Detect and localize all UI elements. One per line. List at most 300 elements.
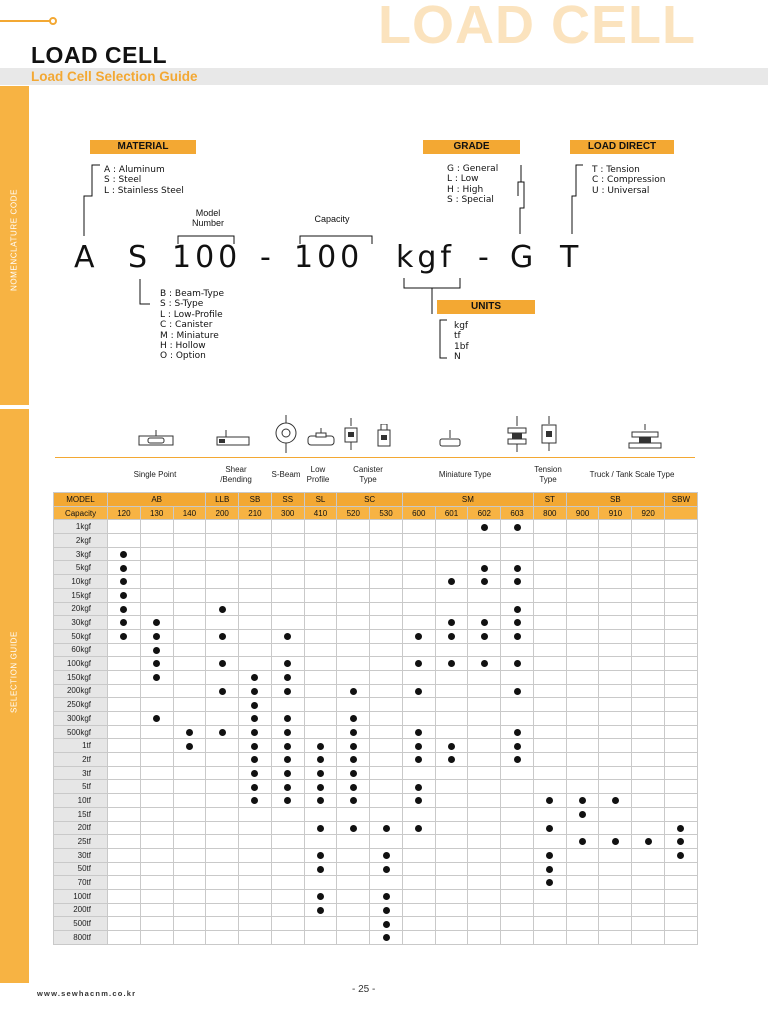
table-row <box>54 903 698 917</box>
availability-cell <box>435 848 468 862</box>
model-number-cell: 600 <box>402 506 435 520</box>
availability-dot <box>317 893 324 900</box>
code-dash-2: - <box>478 240 493 275</box>
model-group-ab: AB <box>108 493 206 507</box>
availability-cell <box>566 684 599 698</box>
availability-cell <box>337 725 370 739</box>
capacity-cell: 500tf <box>54 917 108 931</box>
canister-icon-1 <box>343 418 359 457</box>
code-grade: G <box>510 240 538 275</box>
table-row <box>54 917 698 931</box>
availability-dot <box>251 756 258 763</box>
model-type-option: O : Option <box>160 351 206 362</box>
availability-dot <box>153 647 160 654</box>
type-label-shear-bending: Shear /Bending <box>220 465 252 484</box>
availability-dot <box>546 866 553 873</box>
availability-cell <box>337 753 370 767</box>
availability-dot <box>448 633 455 640</box>
availability-cell <box>632 547 665 561</box>
availability-cell <box>632 534 665 548</box>
availability-cell <box>271 876 304 890</box>
availability-cell <box>501 725 534 739</box>
availability-dot <box>350 825 357 832</box>
availability-cell <box>632 725 665 739</box>
availability-cell <box>501 588 534 602</box>
availability-cell <box>665 725 698 739</box>
availability-cell <box>435 807 468 821</box>
availability-cell <box>533 520 566 534</box>
availability-cell <box>271 629 304 643</box>
table-row <box>54 547 698 561</box>
availability-cell <box>173 670 206 684</box>
availability-dot <box>481 565 488 572</box>
availability-cell <box>665 889 698 903</box>
availability-dot <box>415 688 422 695</box>
availability-cell <box>632 588 665 602</box>
model-number-cell: 300 <box>271 506 304 520</box>
availability-cell <box>435 657 468 671</box>
availability-cell <box>402 780 435 794</box>
availability-cell <box>402 889 435 903</box>
availability-cell <box>468 876 501 890</box>
availability-cell <box>337 917 370 931</box>
code-material: A <box>74 240 99 275</box>
availability-cell <box>665 780 698 794</box>
availability-cell <box>239 698 272 712</box>
availability-cell <box>304 917 337 931</box>
table-row <box>54 643 698 657</box>
availability-cell <box>501 917 534 931</box>
unit-tf: tf <box>454 331 461 342</box>
table-row <box>54 520 698 534</box>
availability-cell <box>140 670 173 684</box>
table-row <box>54 698 698 712</box>
availability-dot <box>251 715 258 722</box>
model-number-cell: 130 <box>140 506 173 520</box>
availability-cell <box>566 616 599 630</box>
availability-cell <box>566 520 599 534</box>
availability-cell <box>435 739 468 753</box>
capacity-cell: 800tf <box>54 931 108 945</box>
availability-cell <box>566 588 599 602</box>
model-group-sl: SL <box>304 493 337 507</box>
availability-cell <box>566 534 599 548</box>
availability-cell <box>402 876 435 890</box>
availability-cell <box>239 835 272 849</box>
availability-cell <box>173 657 206 671</box>
availability-cell <box>632 766 665 780</box>
availability-dot <box>120 633 127 640</box>
availability-dot <box>448 660 455 667</box>
availability-cell <box>665 575 698 589</box>
availability-cell <box>435 698 468 712</box>
availability-dot <box>153 660 160 667</box>
availability-cell <box>632 739 665 753</box>
availability-cell <box>108 520 141 534</box>
availability-dot <box>284 688 291 695</box>
availability-cell <box>304 643 337 657</box>
availability-cell <box>566 889 599 903</box>
availability-cell <box>108 602 141 616</box>
availability-cell <box>206 670 239 684</box>
availability-cell <box>108 684 141 698</box>
availability-cell <box>468 712 501 726</box>
type-label-s-beam: S-Beam <box>271 470 301 479</box>
availability-cell <box>468 917 501 931</box>
availability-cell <box>599 547 632 561</box>
availability-dot <box>546 797 553 804</box>
availability-cell <box>665 835 698 849</box>
material-option-stainless: L : Stainless Steel <box>104 185 184 196</box>
availability-cell <box>337 643 370 657</box>
availability-cell <box>501 794 534 808</box>
availability-cell <box>206 684 239 698</box>
availability-cell <box>665 766 698 780</box>
availability-cell <box>271 712 304 726</box>
availability-dot <box>514 688 521 695</box>
availability-cell <box>501 602 534 616</box>
table-row <box>54 780 698 794</box>
availability-dot <box>415 660 422 667</box>
availability-cell <box>632 616 665 630</box>
availability-dot <box>415 784 422 791</box>
availability-cell <box>304 739 337 753</box>
availability-dot <box>383 852 390 859</box>
availability-cell <box>239 780 272 794</box>
availability-cell <box>632 698 665 712</box>
availability-cell <box>239 616 272 630</box>
availability-cell <box>402 657 435 671</box>
availability-dot <box>251 784 258 791</box>
availability-cell <box>108 670 141 684</box>
availability-cell <box>468 670 501 684</box>
availability-cell <box>173 547 206 561</box>
availability-cell <box>108 780 141 794</box>
availability-dot <box>317 866 324 873</box>
availability-cell <box>599 712 632 726</box>
availability-cell <box>665 534 698 548</box>
availability-cell <box>239 903 272 917</box>
availability-cell <box>239 807 272 821</box>
model-group-sbw: SBW <box>665 493 698 507</box>
availability-dot <box>579 838 586 845</box>
availability-cell <box>599 657 632 671</box>
availability-cell <box>370 534 403 548</box>
availability-cell <box>533 753 566 767</box>
availability-cell <box>271 780 304 794</box>
availability-cell <box>632 917 665 931</box>
availability-cell <box>632 520 665 534</box>
availability-cell <box>402 629 435 643</box>
availability-cell <box>337 657 370 671</box>
availability-cell <box>173 821 206 835</box>
availability-cell <box>337 794 370 808</box>
availability-dot <box>284 743 291 750</box>
availability-cell <box>665 616 698 630</box>
availability-cell <box>533 602 566 616</box>
availability-cell <box>566 807 599 821</box>
availability-cell <box>533 561 566 575</box>
availability-dot <box>284 784 291 791</box>
availability-cell <box>402 794 435 808</box>
availability-cell <box>501 931 534 945</box>
model-group-sc: SC <box>337 493 403 507</box>
availability-cell <box>665 643 698 657</box>
availability-cell <box>140 753 173 767</box>
availability-cell <box>140 821 173 835</box>
model-header-cell: MODEL <box>54 493 108 507</box>
availability-cell <box>337 848 370 862</box>
availability-cell <box>468 520 501 534</box>
model-number-cell: 200 <box>206 506 239 520</box>
availability-cell <box>435 684 468 698</box>
availability-dot <box>120 578 127 585</box>
type-label-tension: Tension Type <box>534 465 562 484</box>
availability-cell <box>599 807 632 821</box>
availability-dot <box>579 797 586 804</box>
availability-cell <box>599 889 632 903</box>
availability-dot <box>350 715 357 722</box>
availability-dot <box>514 756 521 763</box>
availability-cell <box>632 794 665 808</box>
availability-dot <box>579 811 586 818</box>
availability-cell <box>533 862 566 876</box>
availability-cell <box>239 520 272 534</box>
availability-dot <box>415 743 422 750</box>
model-group-row <box>54 493 698 507</box>
availability-cell <box>140 903 173 917</box>
capacity-cell: 500kgf <box>54 725 108 739</box>
availability-cell <box>435 520 468 534</box>
availability-cell <box>206 602 239 616</box>
availability-cell <box>468 643 501 657</box>
availability-dot <box>284 633 291 640</box>
table-row <box>54 889 698 903</box>
material-option-aluminum: A : Aluminum <box>104 165 165 175</box>
table-row <box>54 794 698 808</box>
capacity-cell: 200kgf <box>54 684 108 698</box>
capacity-cell: 70tf <box>54 876 108 890</box>
availability-dot <box>219 633 226 640</box>
availability-cell <box>206 753 239 767</box>
availability-dot <box>186 743 193 750</box>
s-beam-icon <box>271 415 301 460</box>
availability-cell <box>566 835 599 849</box>
code-model-number: 100 <box>172 240 242 275</box>
availability-cell <box>501 862 534 876</box>
availability-cell <box>140 643 173 657</box>
model-number-cell: 910 <box>599 506 632 520</box>
availability-cell <box>239 684 272 698</box>
availability-cell <box>304 684 337 698</box>
availability-cell <box>108 534 141 548</box>
availability-cell <box>599 766 632 780</box>
availability-cell <box>468 780 501 794</box>
availability-dot <box>677 852 684 859</box>
availability-cell <box>108 753 141 767</box>
availability-cell <box>533 848 566 862</box>
truck-scale-icon <box>628 424 662 457</box>
availability-dot <box>284 729 291 736</box>
availability-cell <box>239 753 272 767</box>
availability-cell <box>206 794 239 808</box>
availability-cell <box>599 629 632 643</box>
availability-cell <box>239 794 272 808</box>
availability-dot <box>514 743 521 750</box>
availability-dot <box>383 934 390 941</box>
availability-cell <box>271 684 304 698</box>
availability-cell <box>239 547 272 561</box>
availability-cell <box>402 561 435 575</box>
availability-cell <box>468 807 501 821</box>
table-row <box>54 670 698 684</box>
availability-cell <box>140 616 173 630</box>
availability-cell <box>599 821 632 835</box>
availability-cell <box>501 848 534 862</box>
availability-dot <box>317 797 324 804</box>
availability-cell <box>370 889 403 903</box>
availability-cell <box>304 931 337 945</box>
model-group-sb: SB <box>566 493 664 507</box>
availability-cell <box>140 794 173 808</box>
availability-cell <box>566 602 599 616</box>
availability-cell <box>435 602 468 616</box>
availability-cell <box>533 835 566 849</box>
availability-cell <box>108 657 141 671</box>
availability-dot <box>481 633 488 640</box>
availability-cell <box>435 547 468 561</box>
availability-cell <box>304 588 337 602</box>
availability-dot <box>153 619 160 626</box>
availability-cell <box>239 725 272 739</box>
availability-cell <box>435 903 468 917</box>
availability-cell <box>501 657 534 671</box>
availability-dot <box>383 893 390 900</box>
grade-option-low: L : Low <box>447 174 479 185</box>
unit-lbf: 1bf <box>454 341 469 352</box>
availability-cell <box>402 643 435 657</box>
table-row <box>54 684 698 698</box>
availability-dot <box>514 524 521 531</box>
availability-cell <box>271 534 304 548</box>
availability-cell <box>173 753 206 767</box>
availability-cell <box>108 712 141 726</box>
availability-dot <box>612 838 619 845</box>
availability-cell <box>533 876 566 890</box>
type-label-canister: Canister Type <box>353 465 383 484</box>
capacity-cell: 3tf <box>54 766 108 780</box>
availability-cell <box>566 670 599 684</box>
load-direct-option-tension: T : Tension <box>592 165 640 175</box>
availability-cell <box>337 807 370 821</box>
model-number-cell: 530 <box>370 506 403 520</box>
availability-cell <box>501 835 534 849</box>
availability-cell <box>566 931 599 945</box>
model-group-llb: LLB <box>206 493 239 507</box>
availability-cell <box>337 862 370 876</box>
availability-cell <box>304 602 337 616</box>
availability-cell <box>665 520 698 534</box>
availability-dot <box>317 743 324 750</box>
availability-cell <box>173 780 206 794</box>
availability-cell <box>108 739 141 753</box>
availability-cell <box>435 643 468 657</box>
availability-cell <box>632 835 665 849</box>
table-row <box>54 739 698 753</box>
model-number-cell: 120 <box>108 506 141 520</box>
availability-cell <box>501 561 534 575</box>
availability-cell <box>435 931 468 945</box>
availability-dot <box>514 578 521 585</box>
availability-cell <box>402 616 435 630</box>
availability-cell <box>468 616 501 630</box>
availability-cell <box>140 561 173 575</box>
grade-header: GRADE <box>423 140 520 154</box>
tension-icon-2 <box>540 416 558 457</box>
availability-cell <box>239 848 272 862</box>
availability-cell <box>304 520 337 534</box>
availability-cell <box>402 547 435 561</box>
availability-cell <box>599 835 632 849</box>
availability-cell <box>468 931 501 945</box>
availability-dot <box>120 592 127 599</box>
availability-cell <box>501 670 534 684</box>
availability-cell <box>337 739 370 753</box>
availability-cell <box>337 575 370 589</box>
capacity-cell: 10tf <box>54 794 108 808</box>
code-dash-1: - <box>260 240 275 275</box>
capacity-cell: 60kgf <box>54 643 108 657</box>
availability-cell <box>271 547 304 561</box>
table-row <box>54 575 698 589</box>
availability-cell <box>173 903 206 917</box>
nomenclature-connector-lines <box>0 0 768 420</box>
availability-cell <box>304 807 337 821</box>
availability-cell <box>435 889 468 903</box>
availability-cell <box>206 807 239 821</box>
availability-cell <box>239 602 272 616</box>
availability-cell <box>370 753 403 767</box>
availability-cell <box>206 657 239 671</box>
availability-cell <box>435 629 468 643</box>
grade-option-general: G : General <box>447 164 499 174</box>
load-direct-header: LOAD DIRECT <box>570 140 674 154</box>
availability-dot <box>514 619 521 626</box>
capacity-cell: 5kgf <box>54 561 108 575</box>
availability-cell <box>304 670 337 684</box>
availability-cell <box>140 588 173 602</box>
availability-cell <box>632 629 665 643</box>
unit-n: N <box>454 352 461 363</box>
availability-dot <box>284 770 291 777</box>
availability-dot <box>120 565 127 572</box>
availability-cell <box>402 903 435 917</box>
availability-cell <box>271 821 304 835</box>
units-header: UNITS <box>437 300 535 314</box>
capacity-label: Capacity <box>314 214 350 224</box>
availability-cell <box>665 931 698 945</box>
availability-cell <box>173 616 206 630</box>
canister-icon-2 <box>376 424 392 457</box>
availability-cell <box>501 575 534 589</box>
availability-cell <box>501 821 534 835</box>
availability-dot <box>415 633 422 640</box>
availability-cell <box>533 725 566 739</box>
availability-cell <box>239 931 272 945</box>
availability-cell <box>501 739 534 753</box>
availability-dot <box>317 770 324 777</box>
availability-cell <box>665 794 698 808</box>
